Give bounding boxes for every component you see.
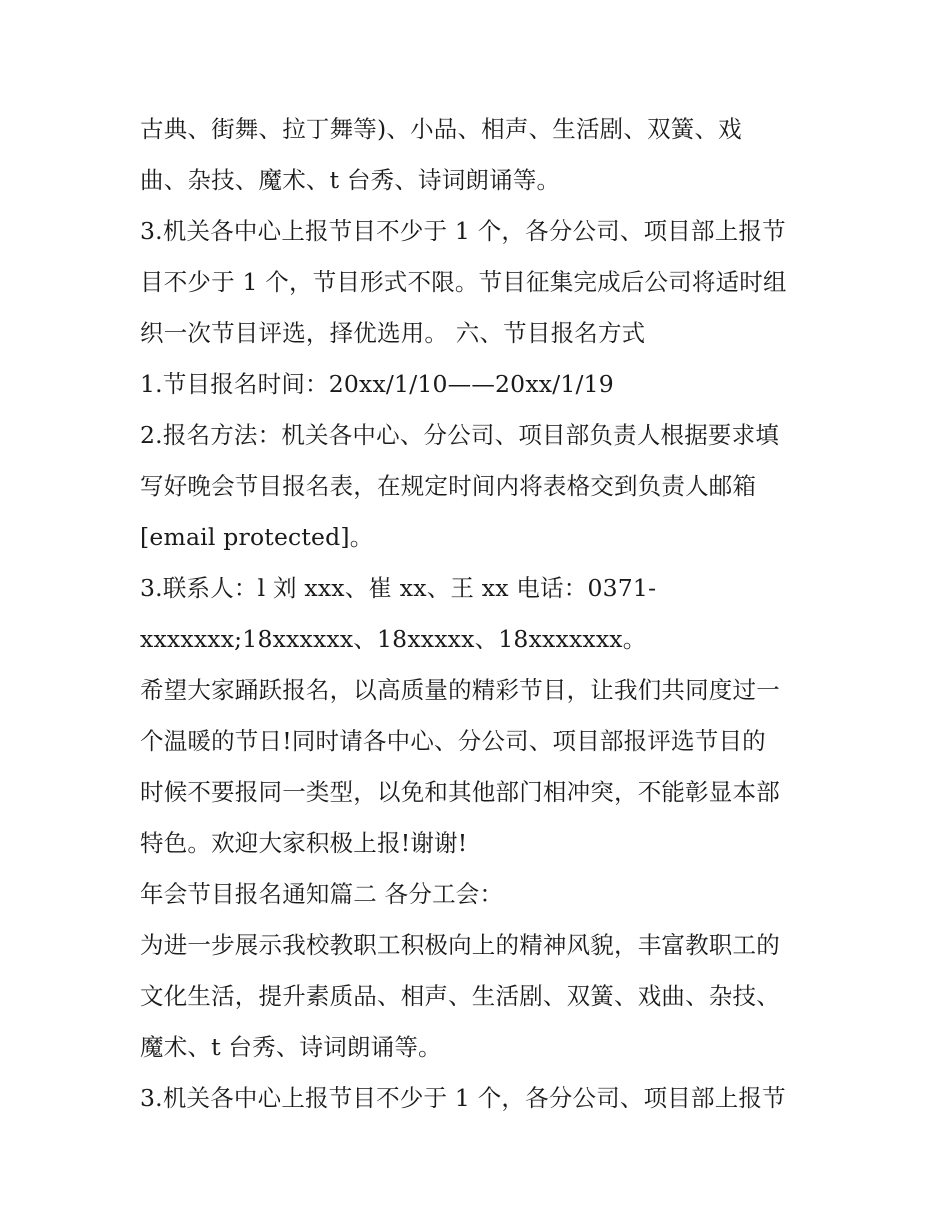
text-line: 时候不要报同一类型，以免和其他部门相冲突，不能彰显本部: [140, 778, 780, 806]
text-line: 目不少于 1 个，节目形式不限。节目征集完成后公司将适时组: [140, 268, 787, 296]
text-line: 文化生活，提升素质品、相声、生活剧、双簧、戏曲、杂技、: [140, 982, 780, 1010]
text-line: 希望大家踊跃报名，以高质量的精彩节目，让我们共同度过一: [140, 676, 780, 704]
text-line: 3.机关各中心上报节目不少于 1 个，各分公司、项目部上报节: [140, 217, 786, 245]
text-line: 古典、街舞、拉丁舞等)、小品、相声、生活剧、双簧、戏: [140, 115, 742, 143]
text-line: 写好晚会节目报名表，在规定时间内将表格交到负责人邮箱: [140, 472, 757, 500]
contact-line: 3.联系人：l 刘 xxx、崔 xx、王 xx 电话：0371-: [140, 574, 657, 602]
text-line: 曲、杂技、魔术、t 台秀、诗词朗诵等。: [140, 166, 561, 194]
phone-line: xxxxxxx;18xxxxxx、18xxxxx、18xxxxxxx。: [140, 625, 647, 653]
text-line: 织一次节目评选，择优选用。 六、节目报名方式: [140, 319, 646, 347]
text-line: 2.报名方法：机关各中心、分公司、项目部负责人根据要求填: [140, 421, 780, 449]
text-line: 魔术、t 台秀、诗词朗诵等。: [140, 1033, 442, 1061]
section-heading: 年会节目报名通知篇二 各分工会：: [140, 880, 504, 908]
document-body: [140, 104, 820, 1124]
text-line: 为进一步展示我校教职工积极向上的精神风貌，丰富教职工的: [140, 931, 780, 959]
text-line: 3.机关各中心上报节目不少于 1 个，各分公司、项目部上报节: [140, 1084, 786, 1112]
text-line: 特色。欢迎大家积极上报!谢谢!: [140, 829, 468, 857]
text-line: 1.节目报名时间：20xx/1/10——20xx/1/19: [140, 370, 614, 398]
email-text: [email protected]。: [140, 523, 374, 551]
text-line: 个温暖的节日!同时请各中心、分公司、项目部报评选节目的: [140, 727, 766, 755]
